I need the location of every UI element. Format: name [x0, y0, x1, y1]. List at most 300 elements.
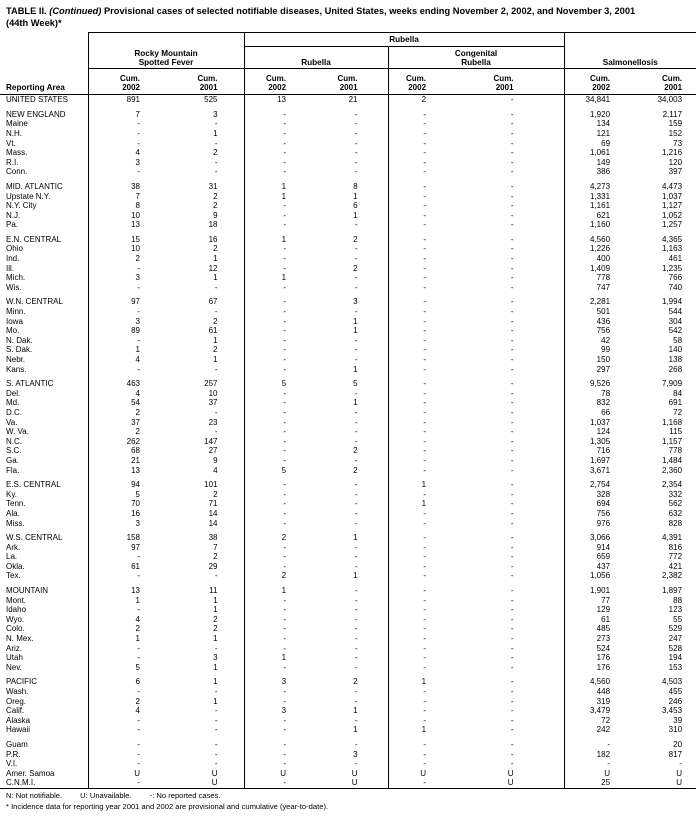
table-row [0, 490, 696, 500]
value-cell: 328 [564, 490, 630, 500]
value-cell: - [388, 543, 476, 553]
value-cell: 54 [88, 398, 166, 408]
value-cell: - [388, 119, 476, 129]
reporting-area-cell: Oreg. [6, 696, 27, 706]
table-row [0, 706, 696, 716]
value-cell: 2,117 [662, 109, 683, 119]
value-cell: - [510, 254, 514, 264]
cum-2001-header-congenital: Cum. 2001 [476, 69, 564, 95]
value-cell: - [564, 759, 630, 769]
value-cell: - [388, 273, 476, 283]
value-cell: - [510, 643, 514, 653]
reporting-area-cell: MID. ATLANTIC [6, 181, 63, 191]
value-cell: - [244, 519, 316, 529]
value-cell: - [388, 615, 476, 625]
reporting-area-cell: Minn. [6, 307, 26, 317]
value-cell: 2,354 [662, 480, 683, 490]
table-row [0, 716, 696, 726]
value-cell: - [244, 398, 316, 408]
value-cell: 1 [388, 480, 476, 490]
value-cell: 2,382 [662, 571, 683, 581]
reporting-area-cell: Wis. [6, 282, 22, 292]
value-cell: 400 [564, 254, 630, 264]
value-cell: 5 [244, 379, 316, 389]
value-cell: - [510, 455, 514, 465]
cum-2002-header-congenital: Cum. 2002 [388, 69, 476, 95]
value-cell: - [510, 480, 514, 490]
value-cell: - [510, 542, 514, 552]
reporting-area-cell: W. Va. [6, 427, 29, 437]
value-cell: 2 [88, 408, 166, 418]
reporting-area-cell: Maine [6, 119, 28, 129]
reporting-area-cell: Nev. [6, 662, 22, 672]
reporting-area-cell: La. [6, 552, 18, 562]
value-cell: 3 [88, 317, 166, 327]
value-cell: 1 [213, 128, 218, 138]
table-row [0, 543, 696, 553]
reporting-area-cell: Ohio [6, 244, 23, 254]
reporting-area-cell: N.J. [6, 210, 21, 220]
value-cell: 529 [668, 624, 683, 634]
value-cell: 68 [88, 446, 166, 456]
table-row [0, 211, 696, 221]
value-cell: 8 [88, 201, 166, 211]
value-cell: 4,503 [662, 677, 683, 687]
value-cell: 1 [244, 235, 316, 245]
reporting-area-cell: N. Mex. [6, 634, 34, 644]
value-cell: 891 [88, 95, 166, 105]
value-cell: 25 [564, 778, 630, 788]
cum-2001-header-rmsf: Cum. 2001 [166, 69, 244, 95]
value-cell: - [244, 644, 316, 654]
value-cell: 437 [564, 562, 630, 572]
value-cell: 1 [213, 634, 218, 644]
value-cell: - [354, 307, 358, 317]
value-cell: 1,897 [662, 586, 683, 596]
table-row [0, 307, 696, 317]
reporting-area-cell: MOUNTAIN [6, 586, 49, 596]
value-cell: 13 [244, 95, 316, 105]
reporting-area-cell: Tex. [6, 571, 21, 581]
value-cell: - [244, 663, 316, 673]
value-cell: 69 [564, 139, 630, 149]
reporting-area-cell: Guam [6, 739, 28, 749]
value-cell: - [510, 605, 514, 615]
value-cell: 525 [204, 95, 218, 105]
value-cell: - [510, 624, 514, 634]
value-cell: 501 [564, 307, 630, 317]
value-cell: 1,305 [564, 437, 630, 447]
value-cell: - [679, 759, 683, 769]
value-cell: 99 [564, 345, 630, 355]
value-cell: - [510, 595, 514, 605]
table-row [0, 95, 696, 105]
value-cell: 9 [213, 210, 218, 220]
reporting-area-cell: Nebr. [6, 355, 26, 364]
value-cell: 15 [88, 235, 166, 245]
value-cell: 88 [673, 595, 683, 605]
table-row [0, 129, 696, 139]
value-cell: 3,453 [662, 706, 683, 716]
value-cell: - [88, 336, 166, 346]
reporting-area-cell: Ky. [6, 489, 17, 499]
value-cell: - [388, 220, 476, 230]
table-row [0, 509, 696, 519]
value-cell: 1,052 [662, 210, 683, 220]
reporting-area-cell: N. Dak. [6, 335, 33, 345]
table-row [0, 365, 696, 375]
value-cell: - [88, 759, 166, 769]
value-cell: 4 [88, 355, 166, 365]
value-cell: - [388, 697, 476, 707]
value-cell: - [510, 499, 514, 509]
value-cell: - [244, 605, 316, 615]
value-cell: 1,409 [564, 264, 630, 274]
reporting-area-cell: E.S. CENTRAL [6, 480, 61, 490]
value-cell: - [244, 129, 316, 139]
value-cell: - [244, 148, 316, 158]
value-cell: - [88, 750, 166, 760]
value-cell: - [88, 139, 166, 149]
value-cell: 778 [564, 273, 630, 283]
value-cell: 455 [668, 687, 683, 696]
value-cell: 1 [88, 345, 166, 355]
cum-2002-header-rubella: Cum. 2002 [244, 69, 316, 95]
value-cell: 268 [668, 364, 683, 374]
value-cell: - [354, 687, 358, 696]
value-cell: 71 [208, 499, 218, 509]
value-cell: - [354, 595, 358, 605]
value-cell: - [88, 605, 166, 615]
value-cell: - [354, 167, 358, 177]
value-cell: 101 [204, 480, 218, 490]
value-cell: 1 [213, 355, 218, 364]
value-cell: - [510, 533, 514, 543]
value-cell: - [214, 138, 218, 148]
value-cell: 140 [668, 345, 683, 355]
value-cell: - [214, 307, 218, 317]
value-cell: 124 [564, 427, 630, 437]
value-cell: 34,003 [657, 95, 683, 105]
value-cell: 152 [668, 128, 683, 138]
value-cell: - [510, 561, 514, 571]
value-cell: - [388, 336, 476, 346]
value-cell: U [630, 778, 696, 788]
table-row [0, 562, 696, 572]
value-cell: 20 [673, 739, 683, 749]
table-row [0, 533, 696, 543]
value-cell: - [510, 345, 514, 355]
value-cell: 1 [213, 662, 218, 672]
value-cell: 247 [668, 634, 683, 644]
table-row [0, 644, 696, 654]
table-header [0, 33, 696, 95]
value-cell: 2 [353, 446, 358, 456]
value-cell: - [244, 562, 316, 572]
value-cell: - [244, 317, 316, 327]
value-cell: - [388, 326, 476, 336]
value-cell: 21 [348, 95, 358, 105]
value-cell: 18 [208, 220, 218, 230]
value-cell: - [354, 455, 358, 465]
value-cell: - [388, 427, 476, 437]
value-cell: 5 [244, 466, 316, 476]
value-cell: - [388, 192, 476, 202]
value-cell: 3 [88, 273, 166, 283]
salmonellosis-group-header: Salmonellosis [564, 33, 696, 69]
value-cell: 1,235 [662, 263, 683, 273]
value-cell: U [676, 768, 683, 778]
value-cell: 4,473 [662, 181, 683, 191]
value-cell: - [510, 355, 514, 364]
rubella-supergroup-header: Rubella [244, 33, 564, 47]
value-cell: - [354, 273, 358, 283]
reporting-area-cell: Wyo. [6, 614, 25, 624]
value-cell: - [388, 519, 476, 529]
value-cell: - [388, 466, 476, 476]
value-cell: 246 [668, 696, 683, 706]
value-cell: - [510, 157, 514, 167]
value-cell: - [244, 490, 316, 500]
value-cell: 2 [213, 345, 218, 355]
reporting-area-cell: Amer. Samoa [6, 768, 55, 778]
reporting-area-cell: UNITED STATES [6, 95, 68, 105]
value-cell: - [244, 480, 316, 490]
value-cell: 4,560 [564, 235, 630, 245]
value-cell: 257 [204, 379, 218, 389]
value-cell: U [211, 768, 218, 778]
reporting-area-cell: Calif. [6, 706, 25, 716]
cum-2002-header-salmonellosis: Cum. 2002 [564, 69, 630, 95]
table-row [0, 687, 696, 697]
table-row [0, 653, 696, 663]
value-cell: - [244, 418, 316, 428]
value-cell: - [244, 759, 316, 769]
value-cell: - [244, 552, 316, 562]
value-cell: - [88, 778, 166, 788]
table-row [0, 624, 696, 634]
value-cell: 242 [564, 725, 630, 735]
value-cell: - [354, 518, 358, 528]
continued-label: (Continued) [49, 6, 102, 16]
value-cell: - [244, 211, 316, 221]
value-cell: 1,257 [662, 220, 683, 230]
value-cell: 542 [668, 326, 683, 336]
table-row [0, 750, 696, 760]
table-row [0, 235, 696, 245]
table-row [0, 167, 696, 177]
value-cell: 1,161 [564, 201, 630, 211]
value-cell: - [244, 345, 316, 355]
reporting-area-cell: Alaska [6, 715, 31, 725]
value-cell: 1 [88, 596, 166, 606]
value-cell: 61 [564, 615, 630, 625]
value-cell: - [244, 158, 316, 168]
value-cell: 7,909 [662, 379, 683, 389]
value-cell: - [244, 119, 316, 129]
value-cell: - [88, 119, 166, 129]
table-row [0, 759, 696, 769]
table-row [0, 192, 696, 202]
value-cell: - [244, 543, 316, 553]
value-cell: 1,216 [662, 148, 683, 158]
value-cell: - [244, 167, 316, 177]
value-cell: 120 [668, 157, 683, 167]
reporting-area-cell: Fla. [6, 465, 20, 475]
value-cell: 2,281 [564, 297, 630, 307]
table-row [0, 345, 696, 355]
table-row [0, 663, 696, 673]
reporting-area-cell: N.C. [6, 436, 22, 446]
legend-line [6, 791, 690, 802]
value-cell: - [354, 759, 358, 769]
value-cell: 528 [668, 643, 683, 653]
value-cell: 1 [353, 706, 358, 716]
value-cell: - [388, 663, 476, 673]
value-cell: - [510, 167, 514, 177]
value-cell: - [510, 307, 514, 317]
value-cell: 6 [353, 201, 358, 211]
value-cell: - [388, 509, 476, 519]
value-cell: 2 [88, 427, 166, 437]
value-cell: - [88, 365, 166, 375]
value-cell: 436 [564, 317, 630, 327]
value-cell: 2 [353, 677, 358, 687]
value-cell: 61 [88, 562, 166, 572]
value-cell: - [510, 465, 514, 475]
value-cell: 4,365 [662, 234, 683, 244]
value-cell: 10 [88, 244, 166, 254]
value-cell: - [388, 244, 476, 254]
value-cell: - [244, 110, 316, 120]
reporting-area-cell: Conn. [6, 167, 28, 177]
value-cell: - [510, 446, 514, 456]
value-cell: - [510, 273, 514, 283]
value-cell: - [354, 586, 358, 596]
value-cell: - [354, 109, 358, 119]
value-cell: - [510, 489, 514, 499]
value-cell: - [354, 220, 358, 230]
value-cell: - [510, 715, 514, 725]
value-cell: 544 [668, 307, 683, 317]
value-cell: 747 [564, 283, 630, 293]
value-cell: - [510, 687, 514, 696]
value-cell: 1 [353, 398, 358, 408]
table-row [0, 677, 696, 687]
value-cell: - [388, 283, 476, 293]
reporting-area-cell: Tenn. [6, 499, 26, 509]
value-cell: U [244, 769, 316, 779]
value-cell: - [354, 427, 358, 437]
value-cell: 14 [208, 518, 218, 528]
value-cell: 816 [668, 542, 683, 552]
reporting-area-cell: Md. [6, 398, 20, 408]
table-row [0, 119, 696, 129]
value-cell: 4 [88, 706, 166, 716]
value-cell: - [510, 263, 514, 273]
value-cell: - [388, 418, 476, 428]
value-cell: 3,671 [564, 466, 630, 476]
value-cell: 2 [213, 614, 218, 624]
value-cell: 31 [208, 181, 218, 191]
value-cell: 3 [244, 677, 316, 687]
value-cell: - [388, 571, 476, 581]
table-row [0, 418, 696, 428]
reporting-area-cell: C.N.M.I. [0, 778, 88, 788]
reporting-area-cell: Hawaii [6, 725, 31, 735]
value-cell: 4 [88, 615, 166, 625]
value-cell: 29 [208, 561, 218, 571]
value-cell: U [351, 768, 358, 778]
value-cell: 3 [88, 519, 166, 529]
value-cell: 2 [388, 95, 476, 105]
table-row [0, 769, 696, 779]
value-cell: - [214, 427, 218, 437]
value-cell: - [510, 586, 514, 596]
value-cell: 2 [88, 254, 166, 264]
value-cell: - [244, 456, 316, 466]
value-cell: 1,168 [662, 417, 683, 427]
value-cell: - [244, 336, 316, 346]
value-cell: 2 [213, 624, 218, 634]
rubella-group-header: Rubella [244, 47, 388, 69]
value-cell: 7 [213, 542, 218, 552]
value-cell: - [354, 436, 358, 446]
value-cell: 9 [213, 455, 218, 465]
value-cell: - [354, 643, 358, 653]
table-number: TABLE II. [6, 6, 47, 16]
value-cell: U [476, 778, 564, 788]
value-cell: 1,920 [564, 110, 630, 120]
value-cell: 332 [668, 489, 683, 499]
value-cell: - [88, 740, 166, 750]
value-cell: U [316, 778, 388, 788]
value-cell: - [214, 739, 218, 749]
value-cell: - [510, 201, 514, 211]
value-cell: - [244, 634, 316, 644]
value-cell: 38 [208, 533, 218, 543]
reporting-area-cell: W.N. CENTRAL [6, 297, 63, 307]
table-row [0, 480, 696, 490]
congenital-rubella-group-header [388, 47, 564, 69]
reporting-area-cell: Ala. [6, 508, 20, 518]
value-cell: - [354, 407, 358, 417]
value-cell: 2 [88, 624, 166, 634]
value-cell: - [244, 139, 316, 149]
value-cell: - [388, 605, 476, 615]
value-cell: 89 [88, 326, 166, 336]
value-cell: - [354, 561, 358, 571]
value-cell: - [388, 586, 476, 596]
reporting-area-cell: S. ATLANTIC [6, 379, 54, 389]
value-cell: 756 [564, 509, 630, 519]
value-cell: 5 [88, 490, 166, 500]
value-cell: - [88, 571, 166, 581]
value-cell: U [388, 769, 476, 779]
congenital-label-line2: Rubella [461, 58, 491, 68]
value-cell: 10 [88, 211, 166, 221]
value-cell: 67 [208, 297, 218, 307]
value-cell: - [214, 364, 218, 374]
table-row [0, 437, 696, 447]
table-row [0, 519, 696, 529]
cum-2001-header-rubella: Cum. 2001 [316, 69, 388, 95]
table-row [0, 273, 696, 283]
value-cell: - [244, 408, 316, 418]
value-cell: 10 [208, 388, 218, 398]
table-title-week: (44th Week)* [6, 18, 62, 29]
value-cell: - [354, 128, 358, 138]
